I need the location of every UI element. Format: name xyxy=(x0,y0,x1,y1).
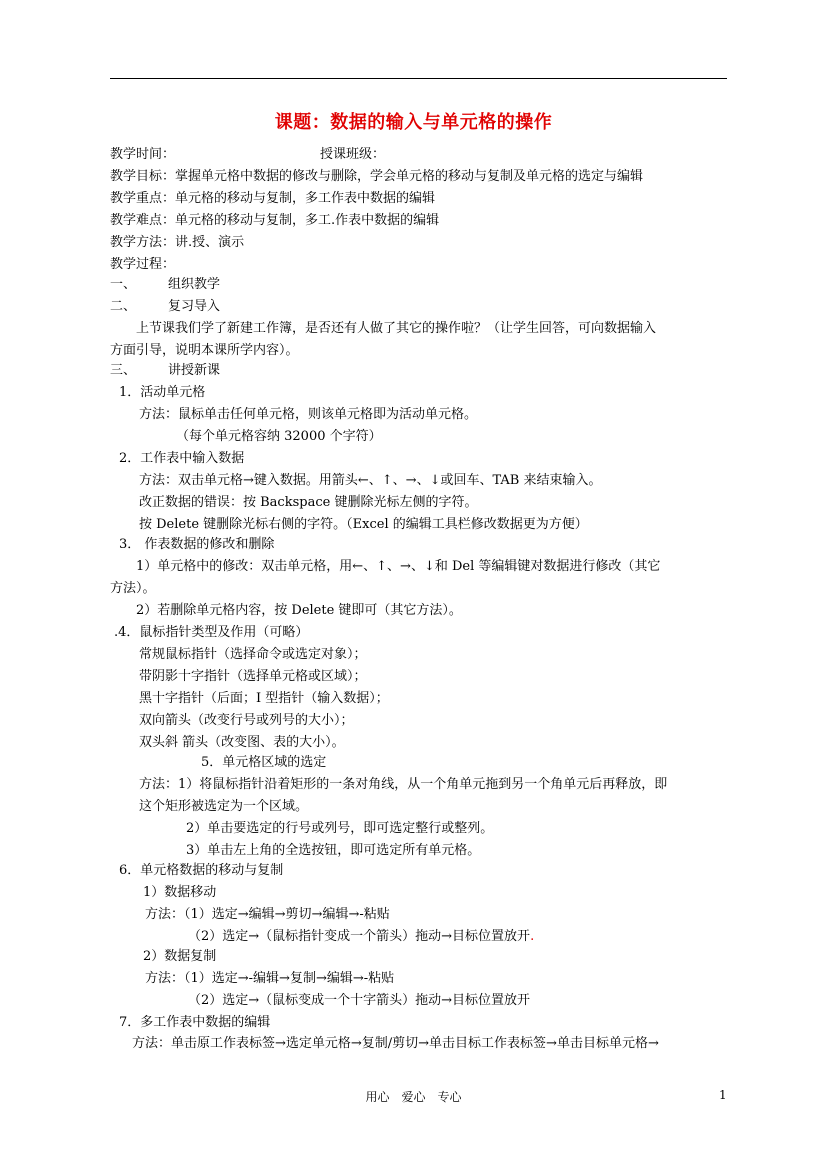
meta-method: 教学方法：讲.授、演示 xyxy=(110,235,245,250)
section-2 xyxy=(110,299,221,314)
p4-line-d: 双向箭头（改变行号或列号的大小）； xyxy=(139,713,354,728)
review-line-1: 上节课我们学了新建工作簿，是否还有人做了其它的操作啦？（让学生回答，可向数据输入 xyxy=(136,321,657,336)
p1-line-a: 方法：鼠标单击任何单元格，则该单元格即为活动单元格。 xyxy=(139,407,478,422)
time-label: 教学时间： xyxy=(110,147,176,162)
p2-line-b: 改正数据的错误：按 Backspace 键删除光标左侧的字符。 xyxy=(139,495,478,510)
section-title: 讲授新课 xyxy=(168,363,221,378)
p3-line-b: 方法）。 xyxy=(110,581,156,596)
section-1 xyxy=(110,277,221,292)
page-number: 1 xyxy=(719,1088,727,1102)
class-label: 授课班级： xyxy=(320,147,386,162)
lesson-title: 课题：数据的输入与单元格的操作 xyxy=(274,112,553,133)
p6-line-a: 1）数据移动 xyxy=(143,885,217,900)
p6-line-c xyxy=(188,930,534,943)
p6-line-c-mark: . xyxy=(530,929,535,944)
p4-line-c: 黑十字指针（后面；I 型指针（输入数据）； xyxy=(139,691,389,706)
p5-line-a: 方法：1）将鼠标指针沿着矩形的一条对角线，从一个角单元拖到另一个角单元后再释放，即 xyxy=(139,777,668,792)
p5-line-b: 这个矩形被选定为一个区域。 xyxy=(139,799,309,814)
p2-line-a: 方法：双击单元格→键入数据。用箭头←、↑、→、↓或回车、TAB 来结束输入。 xyxy=(139,473,602,488)
section-number: 二、 xyxy=(110,299,137,314)
p6-line-b: 方法：（1）选定→编辑→剪切→编辑→-粘贴 xyxy=(145,907,390,922)
section-title: 组织教学 xyxy=(168,277,221,292)
p3-heading: 3． 作表数据的修改和删除 xyxy=(119,537,275,552)
p5-line-c: 2）单击要选定的行号或列号，即可选定整行或整列。 xyxy=(186,821,494,836)
p2-line-c: 按 Delete 键删除光标右侧的字符。（Excel 的编辑工具栏修改数据更为方便） xyxy=(139,517,588,532)
p4-line-e: 双头斜 箭头（改变图、表的大小）。 xyxy=(139,735,345,750)
section-title: 复习导入 xyxy=(168,299,221,314)
p6-line-c-text: （2）选定→（鼠标指针变成一个箭头）拖动→目标位置放开 xyxy=(188,929,531,944)
meta-key-point: 教学重点：单元格的移动与复制，多工作表中数据的编辑 xyxy=(110,191,436,206)
p4-line-b: 带阴影十字指针（选择单元格或区域）； xyxy=(139,669,367,684)
meta-goal: 教学目标：掌握单元格中数据的修改与删除，学会单元格的移动与复制及单元格的选定与编辑 xyxy=(110,169,644,184)
review-line-2: 方面引导，说明本课所学内容）。 xyxy=(110,343,299,358)
p1-heading: 1．活动单元格 xyxy=(119,385,206,400)
p6-line-e: 方法：（1）选定→-编辑→复制→编辑→-粘贴 xyxy=(145,971,395,986)
p5-heading: 5．单元格区域的选定 xyxy=(201,755,327,770)
p5-line-d: 3）单击左上角的全选按钮，即可选定所有单元格。 xyxy=(186,843,481,858)
p7-line-a: 方法：单击原工作表标签→选定单元格→复制/剪切→单击目标工作表标签→单击目标单元格→ xyxy=(132,1036,659,1051)
p4-line-a: 常规鼠标指针（选择命令或选定对象）； xyxy=(139,647,367,662)
meta-time xyxy=(110,147,386,162)
meta-difficulty: 教学难点：单元格的移动与复制，多工.作表中数据的编辑 xyxy=(110,213,440,228)
p3-line-c: 2）若删除单元格内容，按 Delete 键即可（其它方法）。 xyxy=(136,603,462,618)
p6-line-f: （2）选定→（鼠标变成一个十字箭头）拖动→目标位置放开 xyxy=(188,993,531,1008)
p2-heading: 2．工作表中输入数据 xyxy=(119,451,245,466)
p6-line-d: 2）数据复制 xyxy=(143,949,217,964)
meta-process: 教学过程： xyxy=(110,257,176,272)
section-number: 三、 xyxy=(110,363,137,378)
section-3 xyxy=(110,363,221,378)
p3-line-a: 1）单元格中的修改：双击单元格，用←、↑、→、↓和 Del 等编辑键对数据进行修改（其它 xyxy=(136,559,661,574)
p7-heading: 7．多工作表中数据的编辑 xyxy=(119,1015,271,1030)
footer-motto: 用心 爱心 专心 xyxy=(365,1090,462,1104)
section-number: 一、 xyxy=(110,277,137,292)
p4-heading: .4．鼠标指针类型及作用（可略） xyxy=(114,625,309,640)
p6-heading: 6．单元格数据的移动与复制 xyxy=(119,863,284,878)
p1-line-b: （每个单元格容纳 32000 个字符） xyxy=(176,429,382,444)
header-rule xyxy=(110,78,727,79)
